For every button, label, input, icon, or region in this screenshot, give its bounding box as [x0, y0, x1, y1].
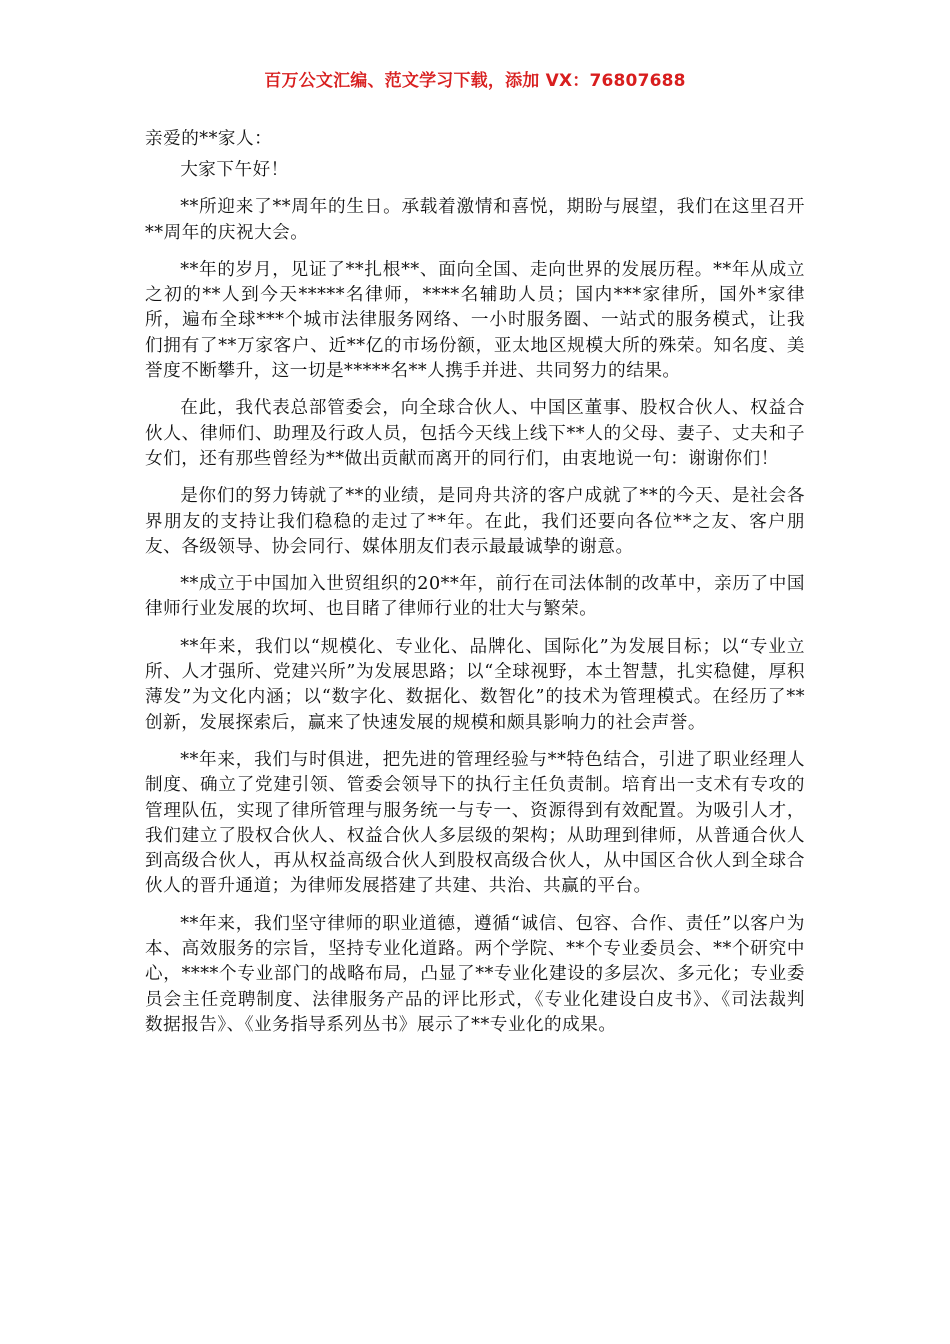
paragraph-history: **年的岁月，见证了**扎根**、面向全国、走向世界的发展历程。**年从成立之初的**人到今天*****名律师，****名辅助人员；国内***家律所，国外*家律所，遍布全球***个城市法律服务网络、一小时服务圈、一站式的服务模式，让我们拥有了**万家客户、近**亿的市场份额，亚太地区规模大所的殊荣。知名度、美誉度不断攀升，这一切是*****名**人携手并进、共同努力的结果。 [145, 259, 805, 382]
paragraph-anniversary: **所迎来了**周年的生日。承载着激情和喜悦，期盼与展望，我们在这里召开**周年的庆祝大会。 [145, 197, 805, 243]
paragraph-founding: **成立于中国加入世贸组织的20**年，前行在司法体制的改革中，亲历了中国律师行业发展的坎坷、也目睹了律师行业的壮大与繁荣。 [145, 574, 805, 620]
salutation: 亲爱的**家人： [145, 129, 273, 149]
paragraph-thanks-staff: 在此，我代表总部管委会，向全球合伙人、中国区董事、股权合伙人、权益合伙人、律师们、助理及行政人员，包括今天线上线下**人的父母、妻子、丈夫和子女们，还有那些曾经为**做出贡献而离开的同行们，由衷地说一句：谢谢你们！ [145, 398, 805, 469]
paragraph-professionalism: **年来，我们坚守律师的职业道德，遵循“诚信、包容、合作、责任”以客户为本、高效服务的宗旨，坚持专业化道路。两个学院、**个专业委员会、**个研究中心，****个专业部门的战略布局，凸显了**专业化建设的多层次、多元化；专业委员会主任竞聘制度、法律服务产品的评比形式，《专业化建设白皮书》、《司法裁判数据报告》、《业务指导系列丛书》展示了**专业化的成果。 [145, 913, 805, 1035]
paragraph-greeting: 大家下午好！ [180, 160, 289, 180]
header-banner: 百万公文汇编、范文学习下载，添加 VX：76807688 [264, 71, 686, 91]
paragraph-goals: **年来，我们以“规模化、专业化、品牌化、国际化”为发展目标；以“专业立所、人才强所、党建兴所”为发展思路；以“全球视野，本土智慧，扎实稳健，厚积薄发”为文化内涵；以“数字化、数据化、数智化”的技术为管理模式。在经历了**创新，发展探索后，赢来了快速发展的规模和颇具影响力的社会声誉。 [145, 636, 805, 733]
document-body [145, 124, 805, 1050]
paragraph-thanks-friends: 是你们的努力铸就了**的业绩，是同舟共济的客户成就了**的今天、是社会各界朋友的支持让我们稳稳的走过了**年。在此，我们还要向各位**之友、客户朋友、各级领导、协会同行、媒体朋友们表示最最诚挚的谢意。 [145, 486, 805, 557]
paragraph-management: **年来，我们与时俱进，把先进的管理经验与**特色结合，引进了职业经理人制度、确立了党建引领、管委会领导下的执行主任负责制。培育出一支术有专攻的管理队伍，实现了律所管理与服务统一与专一、资源得到有效配置。为吸引人才，我们建立了股权合伙人、权益合伙人多层级的架构；从助理到律师，从普通合伙人到高级合伙人，再从权益高级合伙人到股权高级合伙人，从中国区合伙人到全球合伙人的晋升通道；为律师发展搭建了共建、共治、共赢的平台。 [145, 749, 805, 897]
